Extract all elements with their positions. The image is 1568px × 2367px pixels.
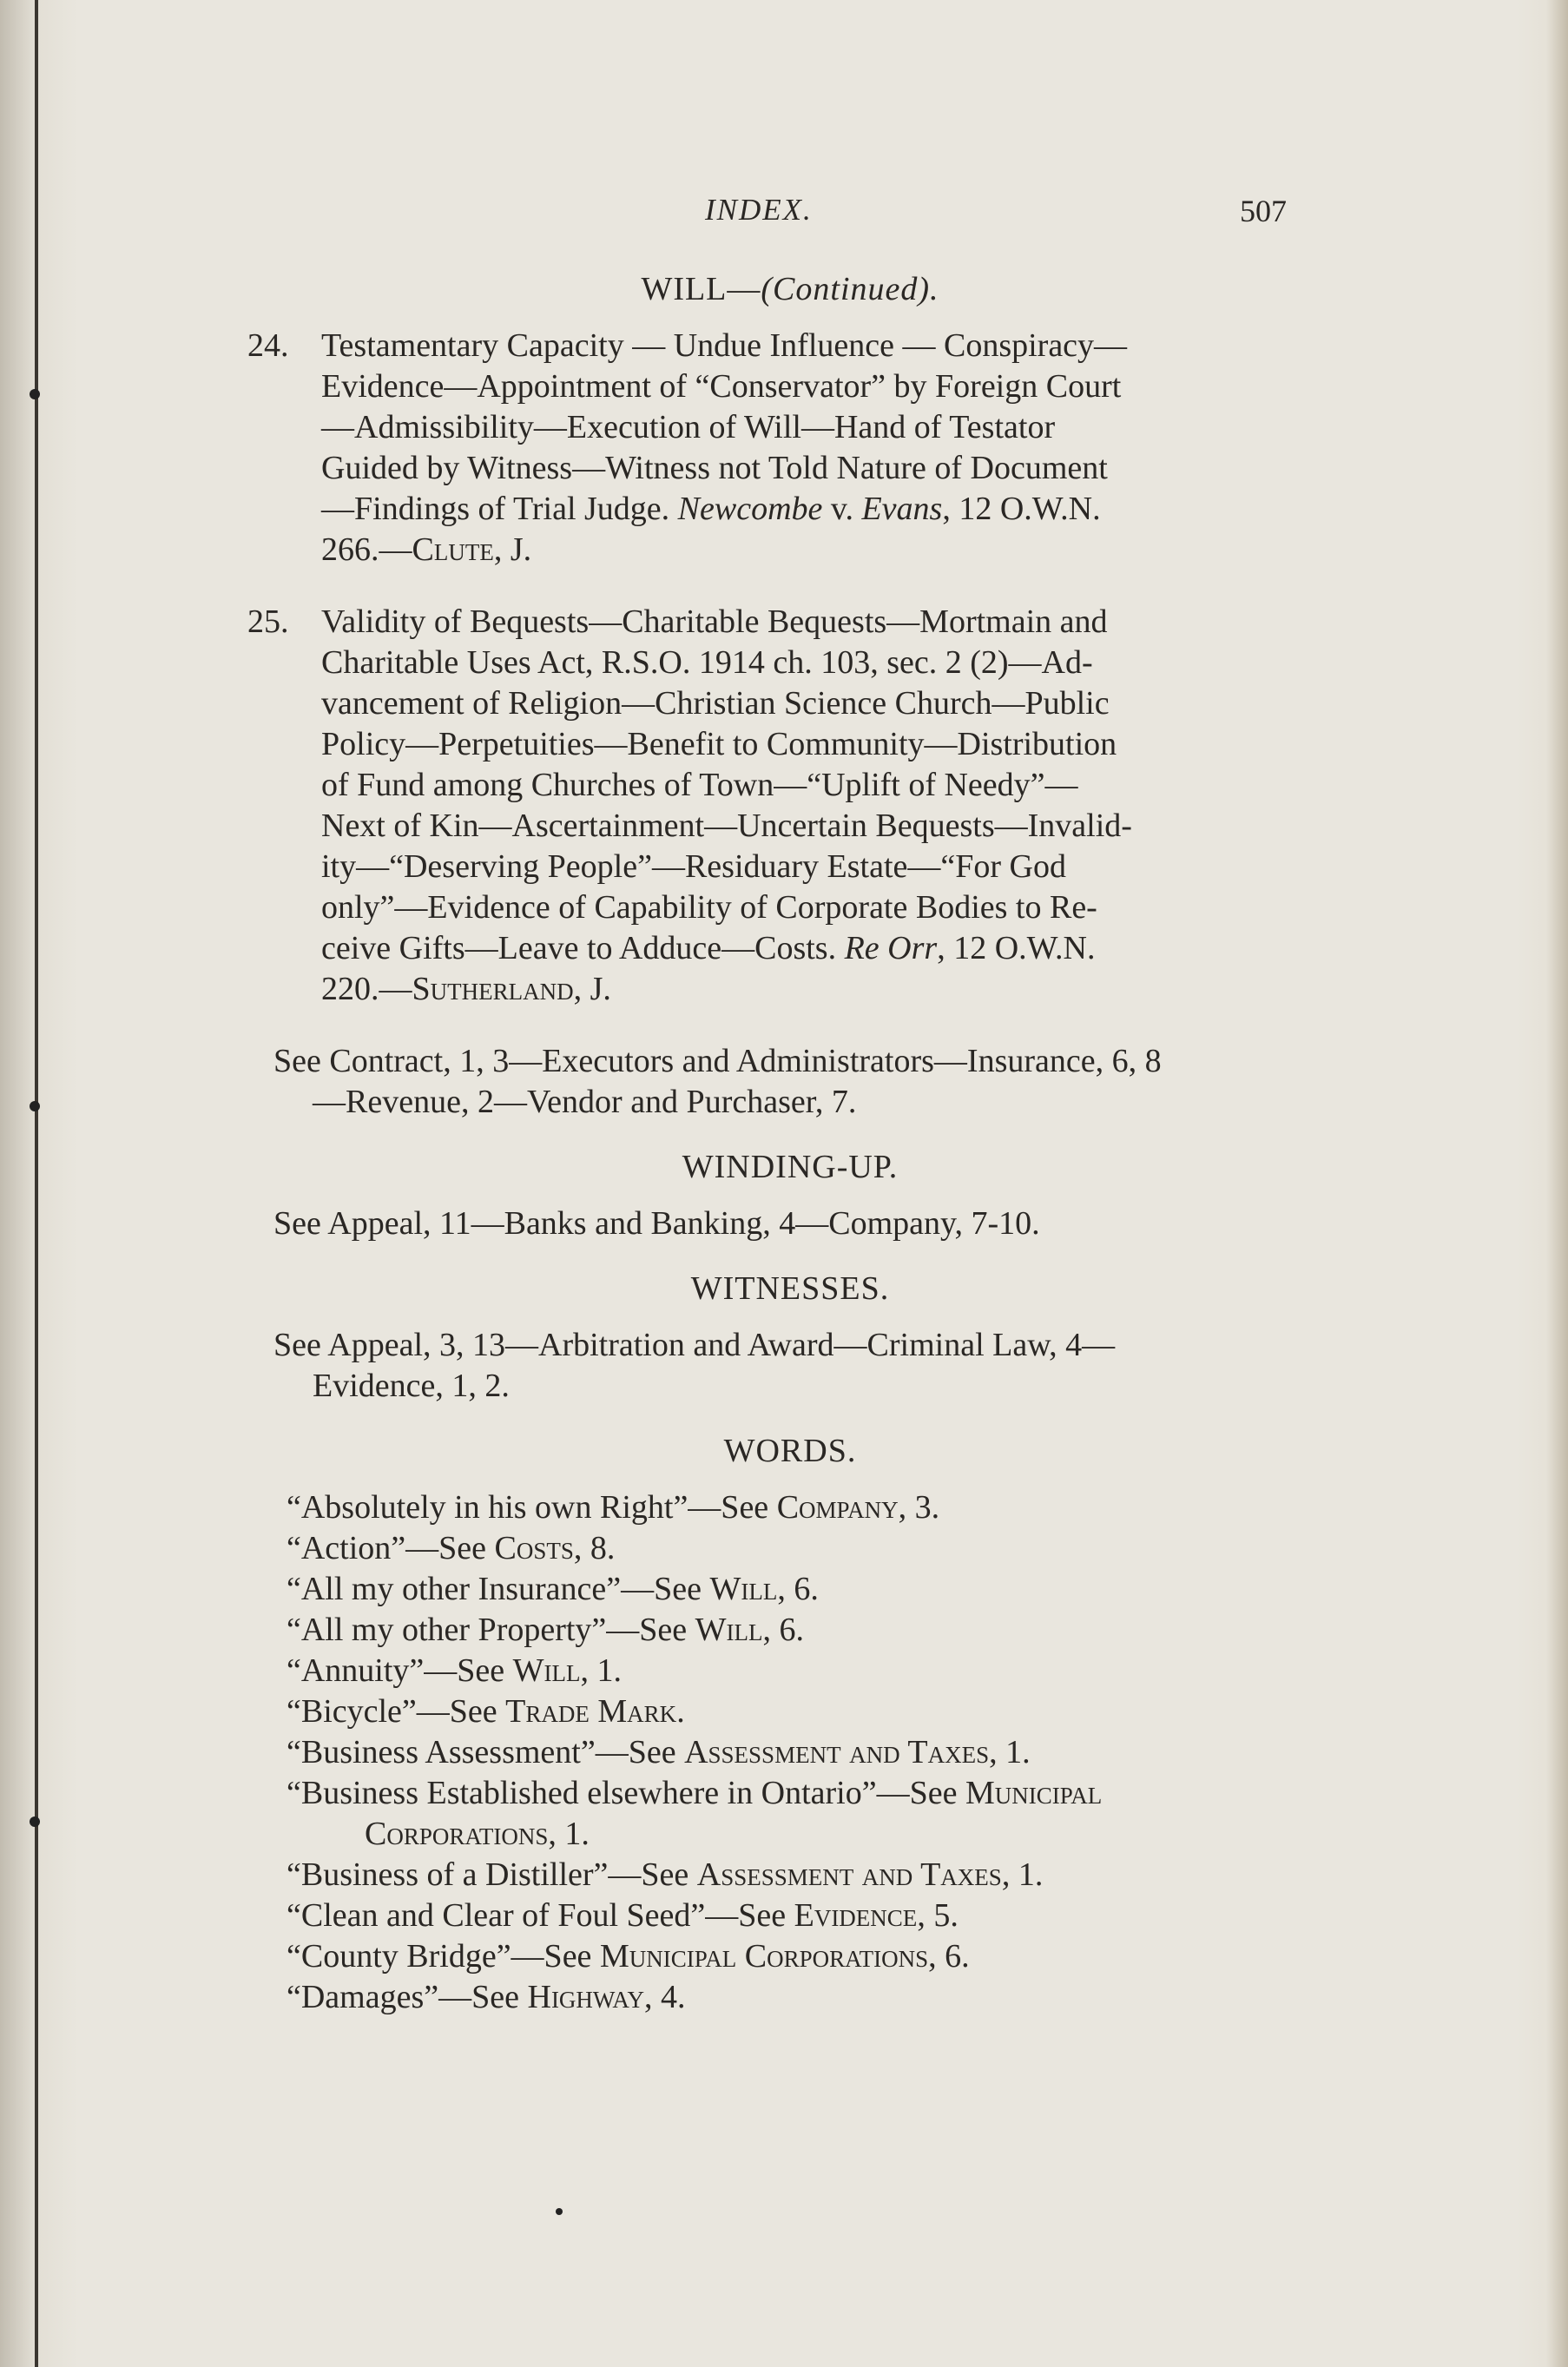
reference-number: , 4. [643, 1979, 686, 2015]
reference-number: , 6. [762, 1612, 805, 1648]
reference-number: , 1. [580, 1652, 622, 1689]
see-also-line: See Appeal, 3, 13—Arbitration and Award—Criminal Law, 4— [273, 1327, 1116, 1363]
entry-line: Validity of Bequests—Charitable Bequests—Mortmain and [321, 603, 1108, 640]
words-item [287, 1528, 1333, 1569]
citation-text: —Findings of Trial Judge. [321, 491, 678, 527]
word-phrase: “Business Established elsewhere in Ontario”—See [287, 1775, 965, 1811]
word-phrase: “Absolutely in his own Right”—See [287, 1489, 777, 1526]
word-phrase: “Bicycle”—See [287, 1693, 506, 1730]
binding-notch [30, 1101, 40, 1111]
see-also-line: —Revenue, 2—Vendor and Purchaser, 7. [313, 1084, 857, 1120]
citation-text: v. [822, 491, 862, 527]
word-phrase: “Business Assessment”—See [287, 1734, 685, 1770]
case-party: Evans [861, 491, 943, 527]
word-phrase: “Action”—See [287, 1530, 495, 1566]
see-also-line: See Contract, 1, 3—Executors and Administrators—Insurance, 6, 8 [273, 1043, 1162, 1079]
reference-number: , 1. [1001, 1856, 1044, 1893]
binding-notch [30, 389, 40, 399]
cross-reference: Assessment and Taxes [696, 1856, 1002, 1893]
cross-reference: Costs [494, 1530, 574, 1566]
case-name: Re Orr [844, 930, 938, 966]
word-phrase: “Business of a Distiller”—See [287, 1856, 697, 1893]
words-item [287, 1977, 1333, 2018]
heading-will-word: WILL— [641, 271, 761, 307]
entry-line: Guided by Witness—Witness not Told Nature of Document [321, 450, 1108, 486]
citation-page: 220.— [321, 971, 412, 1007]
reference-number: , 1. [989, 1734, 1031, 1770]
citation-page: 266.— [321, 531, 412, 568]
page-number: 507 [1240, 194, 1287, 228]
entry-line-citation [321, 928, 1333, 969]
entry-number: 24. [247, 327, 289, 364]
entry-line: —Admissibility—Execution of Will—Hand of Testator [321, 409, 1056, 445]
see-also-line: See Appeal, 11—Banks and Banking, 4—Company, 7-10. [273, 1205, 1040, 1242]
citation-text: , 12 O.W.N. [942, 491, 1101, 527]
binding-notch [30, 1816, 40, 1827]
word-phrase: “All my other Insurance”—See [287, 1571, 710, 1607]
word-phrase: “County Bridge”—See [287, 1938, 600, 1975]
entry-line-judge [321, 530, 1333, 570]
entry-line-citation [321, 489, 1333, 530]
cross-reference: Will [512, 1652, 581, 1689]
ink-speck [556, 2208, 563, 2215]
entry-line: of Fund among Churches of Town—“Uplift of Needy”— [321, 767, 1078, 803]
section-heading-witnesses: WITNESSES. [690, 1270, 890, 1307]
reference-number: , 8. [573, 1530, 616, 1566]
section-heading-words: WORDS. [723, 1433, 857, 1469]
entry-line: only”—Evidence of Capability of Corporate Bodies to Re- [321, 889, 1097, 926]
words-item-continuation [287, 1814, 1333, 1855]
words-item [287, 1569, 1333, 1610]
running-head: INDEX. [705, 193, 813, 227]
entry-number: 25. [247, 603, 289, 640]
word-phrase: “Clean and Clear of Foul Seed”—See [287, 1897, 794, 1934]
words-item [287, 1691, 1333, 1732]
words-item [287, 1936, 1333, 1977]
words-item [287, 1773, 1333, 1814]
see-also-winding-up [273, 1203, 1333, 1244]
judge-name: Sutherland [412, 971, 574, 1007]
entry-line: Charitable Uses Act, R.S.O. 1914 ch. 103, sec. 2 (2)—Ad- [321, 644, 1093, 681]
index-entry-24 [247, 326, 1333, 570]
section-heading-will [247, 269, 1333, 310]
index-content [247, 269, 1333, 2018]
reference-number: , 6. [928, 1938, 970, 1975]
words-item [287, 1610, 1333, 1651]
cross-reference: Highway [527, 1979, 644, 2015]
reference-number: , 3. [898, 1489, 940, 1526]
see-also-will [273, 1041, 1333, 1123]
cross-reference: Assessment and Taxes [684, 1734, 990, 1770]
judge-name: Clute [412, 531, 494, 568]
binding-edge [35, 0, 38, 2367]
entry-line: vancement of Religion—Christian Science Church—Public [321, 685, 1110, 722]
entry-line: ity—“Deserving People”—Residuary Estate—“For God [321, 848, 1066, 885]
words-item [287, 1732, 1333, 1773]
words-item [287, 1855, 1333, 1896]
cross-reference: Evidence [794, 1897, 918, 1934]
words-item [287, 1651, 1333, 1691]
index-entry-25 [247, 602, 1333, 1010]
cross-reference: Corporations [365, 1816, 549, 1852]
word-phrase: “Annuity”—See [287, 1652, 513, 1689]
citation-text: , 12 O.W.N. [937, 930, 1096, 966]
cross-reference: Will [709, 1571, 778, 1607]
word-phrase: “Damages”—See [287, 1979, 528, 2015]
case-party: Newcombe [677, 491, 823, 527]
page-header [0, 193, 1568, 245]
judge-suffix: , J. [573, 971, 611, 1007]
section-heading-winding-up: WINDING-UP. [682, 1149, 899, 1185]
word-phrase: “All my other Property”—See [287, 1612, 695, 1648]
cross-reference: Company [776, 1489, 899, 1526]
cross-reference: Municipal Corporations [599, 1938, 929, 1975]
entry-line: Evidence—Appointment of “Conservator” by Foreign Court [321, 368, 1122, 405]
words-list [287, 1487, 1333, 2018]
reference-number: , 6. [777, 1571, 819, 1607]
words-item [287, 1487, 1333, 1528]
entry-line-judge [321, 969, 1333, 1010]
entry-line: Policy—Perpetuities—Benefit to Community—Distribution [321, 726, 1117, 762]
heading-will-continued: (Continued). [761, 271, 939, 307]
reference-number: . [676, 1693, 685, 1730]
see-also-witnesses [273, 1325, 1333, 1407]
cross-reference: Will [695, 1612, 763, 1648]
entry-line: Testamentary Capacity — Undue Influence — Conspiracy— [321, 327, 1128, 364]
judge-suffix: , J. [493, 531, 532, 568]
citation-text: ceive Gifts—Leave to Adduce—Costs. [321, 930, 845, 966]
entry-line: Next of Kin—Ascertainment—Uncertain Bequests—Invalid- [321, 808, 1132, 844]
cross-reference: Municipal [965, 1775, 1103, 1811]
see-also-line: Evidence, 1, 2. [313, 1368, 510, 1404]
reference-number: , 1. [548, 1816, 590, 1852]
words-item [287, 1896, 1333, 1936]
cross-reference: Trade Mark [505, 1693, 677, 1730]
reference-number: , 5. [917, 1897, 959, 1934]
